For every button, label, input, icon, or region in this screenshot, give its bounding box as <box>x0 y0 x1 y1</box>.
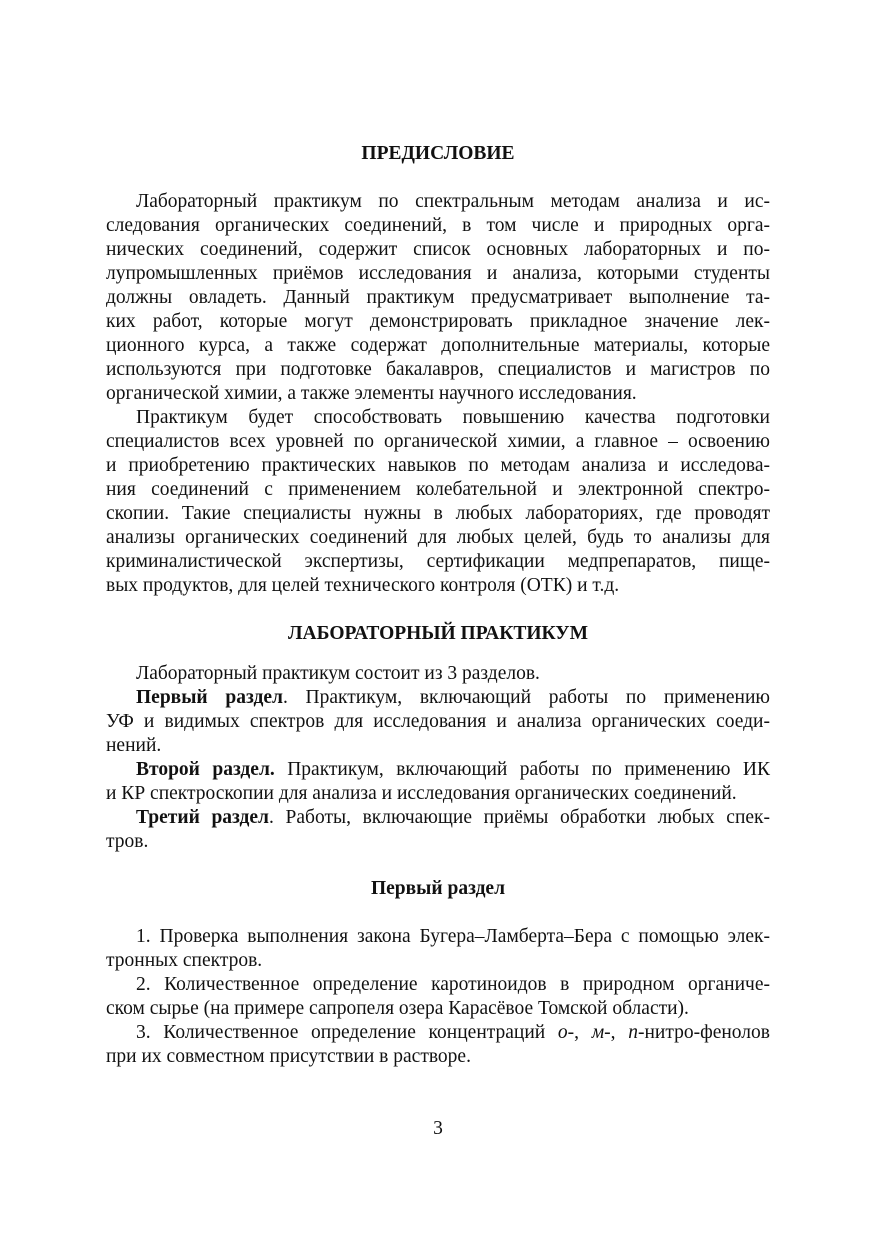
ortho-prefix: о <box>557 1022 568 1043</box>
list-item-continuation: ском сырье (на примере сапропеля озера Карасёвое Томской области). <box>106 998 689 1019</box>
first-section-title: Первый раздел <box>370 878 506 899</box>
preface-p2-line: анализы органических соединений для любых целей, будь то анализы для <box>106 527 770 548</box>
page-number: 3 <box>433 1118 443 1139</box>
separator: -, <box>567 1022 592 1043</box>
preface-p2-line: и приобретению практических навыков по методам анализа и исследова- <box>106 455 770 476</box>
preface-p1-line: ционного курса, а также содержат дополнительные материалы, которые <box>106 335 770 356</box>
preface-p1-line: ких работ, которые могут демонстрировать прикладное значение лек- <box>106 311 770 332</box>
list-item-continuation: тронных спектров. <box>106 950 263 971</box>
preface-title: ПРЕДИСЛОВИЕ <box>361 143 515 164</box>
preface-p1-line: нических соединений, содержит список основных лабораторных и по- <box>106 239 770 260</box>
list-item: 2. Количественное определение каротиноидов в природном органиче- <box>136 974 770 995</box>
separator: -, <box>604 1022 629 1043</box>
section3-label: Третий раздел <box>136 807 270 828</box>
meta-prefix: м <box>591 1022 605 1043</box>
list-item <box>136 1021 770 1045</box>
preface-p2-line: вых продуктов, для целей технического контроля (ОТК) и т.д. <box>106 575 620 596</box>
section1-text-line: нений. <box>106 735 162 756</box>
section2-text: Практикум, включающий работы по применению ИК <box>274 759 770 780</box>
section1-text-line: УФ и видимых спектров для исследования и анализа органических соеди- <box>106 711 770 732</box>
list-item-continuation: при их совместном присутствии в растворе. <box>106 1046 471 1067</box>
preface-p1-line: должны овладеть. Данный практикум предусматривает выполнение та- <box>106 287 770 308</box>
list-item-text: -нитро-фенолов <box>637 1022 770 1043</box>
preface-p2-line: криминалистической экспертизы, сертификации медпрепаратов, пище- <box>106 551 770 572</box>
practicum-title: ЛАБОРАТОРНЫЙ ПРАКТИКУМ <box>288 623 588 644</box>
section1-description <box>136 686 770 710</box>
section3-text: . Работы, включающие приёмы обработки любых спек- <box>269 807 770 828</box>
section3-description <box>136 806 770 830</box>
section2-text-line: и КР спектроскопии для анализа и исследования органических соединений. <box>106 783 737 804</box>
preface-p2-line: ния соединений с применением колебательной и электронной спектро- <box>106 479 770 500</box>
section2-description <box>136 758 770 782</box>
list-item-text: 3. Количественное определение концентраций <box>136 1022 558 1043</box>
preface-p1-line: следования органических соединений, в том числе и природных орга- <box>106 215 770 236</box>
preface-p1-line: используются при подготовке бакалавров, специалистов и магистров по <box>106 359 770 380</box>
preface-p2-line: скопии. Такие специалисты нужны в любых лабораториях, где проводят <box>106 503 770 524</box>
section2-label: Второй раздел. <box>136 759 275 780</box>
preface-p2-line: Практикум будет способствовать повышению качества подготовки <box>136 407 770 428</box>
section1-text: . Практикум, включающий работы по применению <box>282 687 770 708</box>
preface-p1-line: Лабораторный практикум по спектральным методам анализа и ис- <box>136 191 770 212</box>
para-prefix: п <box>628 1022 638 1043</box>
section3-text-line: тров. <box>106 831 149 852</box>
preface-p1-line: лупромышленных приёмов исследования и анализа, которыми студенты <box>106 263 770 284</box>
preface-p2-line: специалистов всех уровней по органической химии, а главное – освоению <box>106 431 770 452</box>
section1-label: Первый раздел <box>136 687 283 708</box>
practicum-intro: Лабораторный практикум состоит из 3 разделов. <box>136 663 540 684</box>
preface-p1-line: органической химии, а также элементы научного исследования. <box>106 383 637 404</box>
list-item: 1. Проверка выполнения закона Бугера–Ламберта–Бера с помощью элек- <box>136 926 770 947</box>
